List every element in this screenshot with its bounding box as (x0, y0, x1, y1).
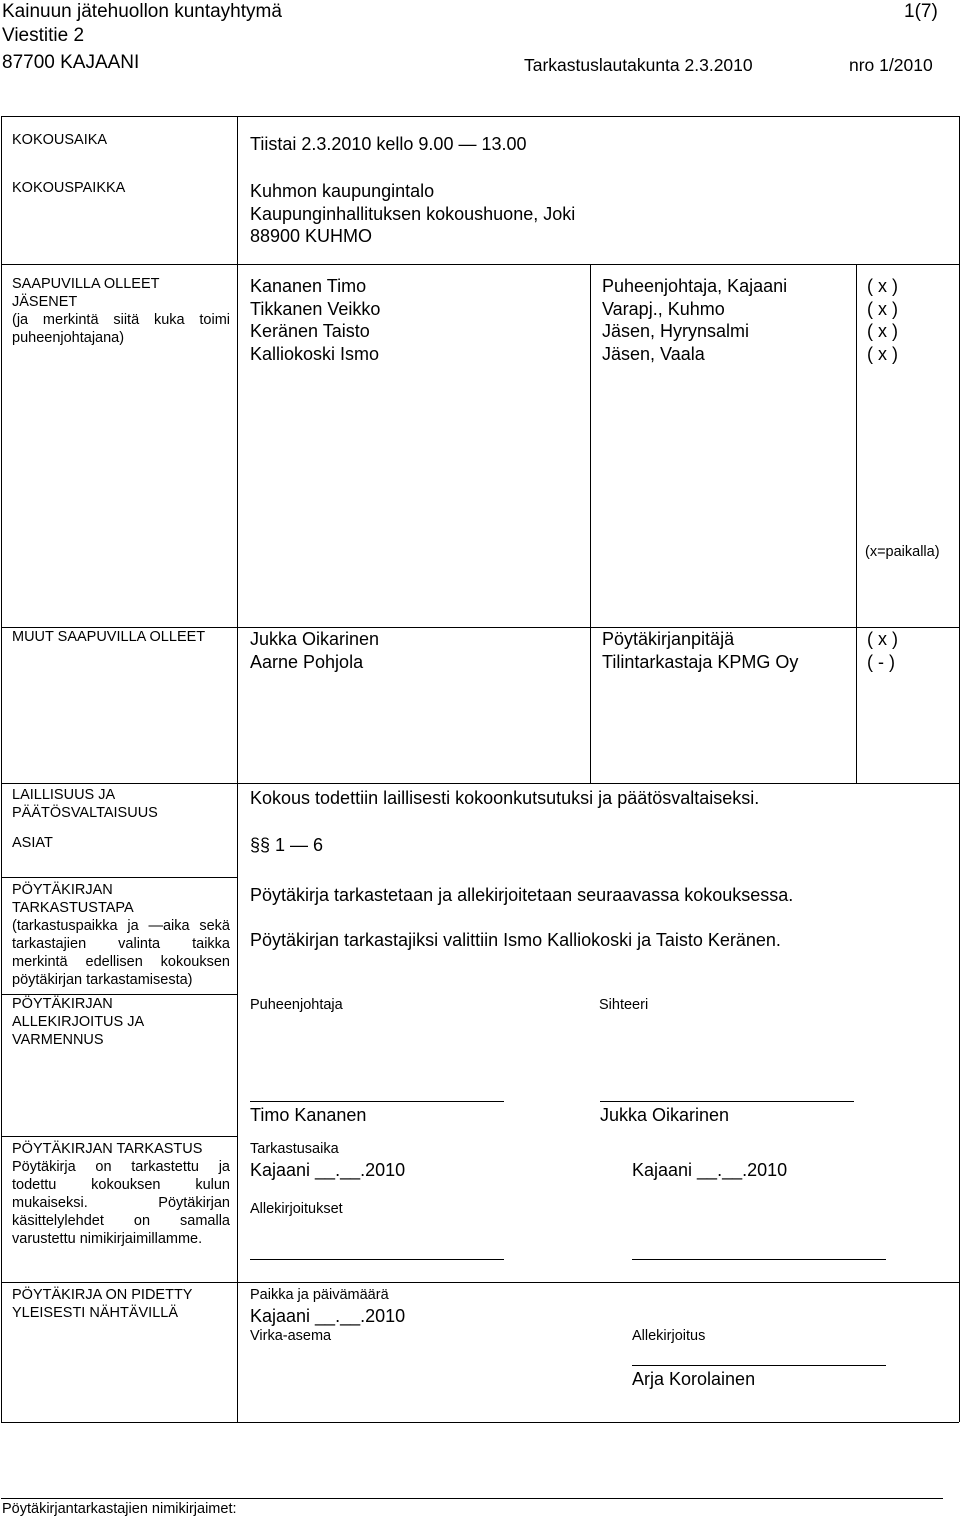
secretary-name: Jukka Oikarinen (600, 1105, 730, 1125)
review-place-date-1: Kajaani __.__.2010 (250, 1160, 406, 1180)
board-date: Tarkastuslautakunta 2.3.2010 (524, 55, 753, 75)
matters-value: §§ 1 — 6 (250, 835, 324, 855)
members-label: SAAPUVILLA OLLEET JÄSENET (ja merkintä siitä kuka toimi puheenjohtajana) (12, 276, 230, 346)
meeting-place-value: Kuhmon kaupungintalo Kaupunginhallituksen kokoushuone, Joki 88900 KUHMO (250, 181, 576, 246)
inspection-method-label: PÖYTÄKIRJAN TARKASTUSTAPA (tarkastuspaikka ja —aika sekä tarkastajien valinta taikka merkintä edellisen kokouksen pöytäkirjan tarkastamisesta) (12, 882, 230, 988)
member-roles: Puheenjohtaja, Kajaani Varapj., Kuhmo Jäsen, Hyrynsalmi Jäsen, Vaala (602, 276, 788, 364)
publication-signature-line (632, 1365, 886, 1366)
chair-label: Puheenjohtaja (250, 997, 343, 1013)
member-names: Kananen Timo Tikkanen Veikko Keränen Taisto Kalliokoski Ismo (250, 276, 381, 364)
legality-text: Kokous todettiin laillisesti kokoonkutsutuksi ja päätösvaltaiseksi. (250, 788, 760, 808)
others-label: MUUT SAAPUVILLA OLLEET (12, 629, 206, 645)
review-signatures-label: Allekirjoitukset (250, 1201, 343, 1217)
footer-divider (1, 1498, 943, 1499)
members-label-note: (ja merkintä siitä kuka toimi puheenjohtajana) (12, 312, 230, 346)
secretary-signature-line (600, 1101, 854, 1102)
review-label: PÖYTÄKIRJAN TARKASTUS Pöytäkirja on tarkastettu ja todettu kokouksen kulun mukaiseksi. Pöytäkirjan käsittelylehdet on samalla varustettu nimikirjaimillamme. (12, 1141, 230, 1247)
review-place-date-2: Kajaani __.__.2010 (632, 1160, 788, 1180)
publication-signature-label: Allekirjoitus (632, 1328, 706, 1344)
matters-label: ASIAT (12, 835, 53, 851)
chair-signature-line (250, 1101, 504, 1102)
organization-address: Viestitie 2 (2, 25, 85, 46)
publication-place-value: Kajaani __.__.2010 (250, 1306, 406, 1326)
reviewer-1-signature-line (250, 1259, 504, 1260)
signing-label: PÖYTÄKIRJAN ALLEKIRJOITUS JA VARMENNUS (12, 996, 145, 1048)
meeting-time-value: Tiistai 2.3.2010 kello 9.00 — 13.00 (250, 134, 527, 154)
review-note: Pöytäkirja on tarkastettu ja todettu kokouksen kulun mukaiseksi. Pöytäkirjan käsittelylehdet on samalla varustettu nimikirjaimillamme. (12, 1159, 230, 1247)
other-names: Jukka Oikarinen Aarne Pohjola (250, 629, 380, 672)
page-number: 1(7) (904, 1, 938, 22)
initials-label: Pöytäkirjantarkastajien nimikirjaimet: (2, 1501, 237, 1517)
inspection-method-note: (tarkastuspaikka ja —aika sekä tarkastajien valinta taikka merkintä edellisen kokouksen pöytäkirjan tarkastamisesta) (12, 918, 230, 988)
other-roles: Pöytäkirjanpitäjä Tilintarkastaja KPMG Oy (602, 629, 799, 672)
review-time-label: Tarkastusaika (250, 1141, 339, 1157)
publication-place-label: Paikka ja päivämäärä (250, 1287, 389, 1303)
presence-legend: (x=paikalla) (865, 544, 940, 560)
secretary-label: Sihteeri (599, 997, 649, 1013)
inspection-text-2: Pöytäkirjan tarkastajiksi valittiin Ismo Kalliokoski ja Taisto Keränen. (250, 930, 781, 950)
minutes-number: nro 1/2010 (849, 55, 933, 75)
inspection-text-1: Pöytäkirja tarkastetaan ja allekirjoitetaan seuraavassa kokouksessa. (250, 885, 794, 905)
publication-label: PÖYTÄKIRJA ON PIDETTY YLEISESTI NÄHTÄVILLÄ (12, 1287, 193, 1321)
office-label: Virka-asema (250, 1328, 332, 1344)
meeting-time-label: KOKOUSAIKA (12, 132, 108, 148)
member-presence: ( x ) ( x ) ( x ) ( x ) (867, 276, 898, 364)
meeting-place-label: KOKOUSPAIKKA (12, 180, 126, 196)
other-presence: ( x ) ( - ) (867, 629, 898, 672)
publication-signer: Arja Korolainen (632, 1369, 756, 1389)
organization-name: Kainuun jätehuollon kuntayhtymä (2, 1, 282, 22)
organization-postal: 87700 KAJAANI (2, 52, 140, 73)
reviewer-2-signature-line (632, 1259, 886, 1260)
chair-name: Timo Kananen (250, 1105, 367, 1125)
legality-label: LAILLISUUS JA PÄÄTÖSVALTAISUUS (12, 787, 158, 821)
